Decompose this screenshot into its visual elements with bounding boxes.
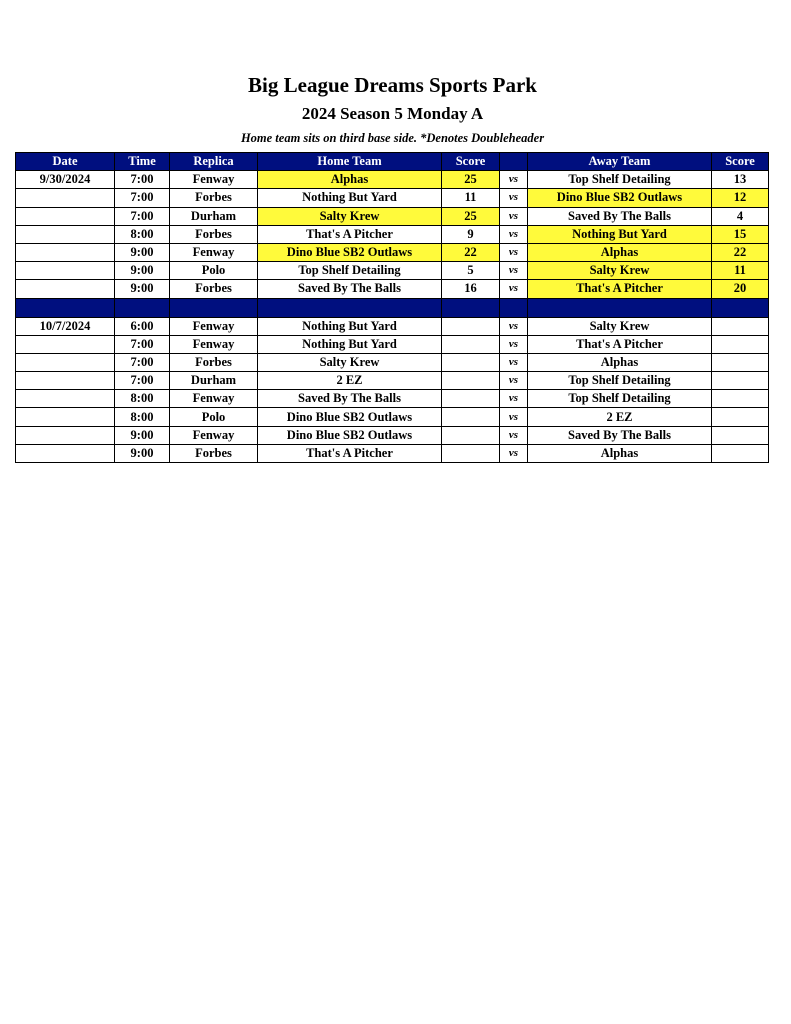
table-row (16, 444, 769, 462)
schedule-table (15, 152, 769, 463)
time-cell: 6:00 (115, 317, 170, 335)
home-team-cell: Nothing But Yard (258, 317, 442, 335)
home-score-cell: 25 (442, 171, 500, 189)
home-score-cell (442, 317, 500, 335)
table-row (16, 225, 769, 243)
separator-cell (115, 298, 170, 317)
page-subtitle: 2024 Season 5 Monday A (301, 104, 484, 123)
vs-cell: vs (500, 189, 528, 207)
away-team-cell: Alphas (528, 444, 712, 462)
home-team-cell: Saved By The Balls (258, 390, 442, 408)
time-cell: 7:00 (115, 335, 170, 353)
away-score-cell (712, 317, 769, 335)
time-cell: 8:00 (115, 225, 170, 243)
home-team-cell: Nothing But Yard (258, 189, 442, 207)
column-header-away-score: Score (712, 153, 769, 171)
replica-cell: Durham (170, 207, 258, 225)
away-score-cell: 15 (712, 225, 769, 243)
date-cell (16, 426, 115, 444)
date-cell (16, 207, 115, 225)
away-team-cell: Alphas (528, 353, 712, 371)
replica-cell: Fenway (170, 243, 258, 261)
table-row (16, 317, 769, 335)
date-cell (16, 390, 115, 408)
away-team-cell: Saved By The Balls (528, 207, 712, 225)
column-header-date: Date (16, 153, 115, 171)
home-team-cell: Dino Blue SB2 Outlaws (258, 426, 442, 444)
away-score-cell (712, 372, 769, 390)
vs-cell: vs (500, 426, 528, 444)
date-cell (16, 372, 115, 390)
time-cell: 7:00 (115, 372, 170, 390)
away-score-cell (712, 390, 769, 408)
away-score-cell: 13 (712, 171, 769, 189)
date-cell (16, 335, 115, 353)
home-team-cell: That's A Pitcher (258, 225, 442, 243)
separator-cell (16, 298, 115, 317)
home-score-cell (442, 444, 500, 462)
table-row (16, 426, 769, 444)
column-header-home-score: Score (442, 153, 500, 171)
home-score-cell: 16 (442, 280, 500, 298)
replica-cell: Fenway (170, 335, 258, 353)
separator-cell (528, 298, 712, 317)
separator-cell (442, 298, 500, 317)
table-row (16, 189, 769, 207)
replica-cell: Forbes (170, 225, 258, 243)
replica-cell: Fenway (170, 317, 258, 335)
time-cell: 8:00 (115, 408, 170, 426)
time-cell: 9:00 (115, 280, 170, 298)
vs-cell: vs (500, 372, 528, 390)
date-cell (16, 280, 115, 298)
date-cell: 10/7/2024 (16, 317, 115, 335)
table-row (16, 280, 769, 298)
away-score-cell: 20 (712, 280, 769, 298)
home-score-cell (442, 335, 500, 353)
home-team-cell: Saved By The Balls (258, 280, 442, 298)
away-team-cell: Top Shelf Detailing (528, 390, 712, 408)
vs-cell: vs (500, 207, 528, 225)
vs-cell: vs (500, 225, 528, 243)
replica-cell: Polo (170, 408, 258, 426)
away-score-cell: 11 (712, 262, 769, 280)
column-header-time: Time (115, 153, 170, 171)
date-cell (16, 243, 115, 261)
vs-cell: vs (500, 243, 528, 261)
home-score-cell: 22 (442, 243, 500, 261)
replica-cell: Forbes (170, 353, 258, 371)
away-team-cell: That's A Pitcher (528, 280, 712, 298)
table-row (16, 243, 769, 261)
separator-cell (500, 298, 528, 317)
schedule-note: Home team sits on third base side. *Denotes Doubleheader (240, 131, 545, 145)
away-team-cell: Salty Krew (528, 262, 712, 280)
home-team-cell: Salty Krew (258, 353, 442, 371)
time-cell: 9:00 (115, 444, 170, 462)
away-team-cell: 2 EZ (528, 408, 712, 426)
vs-cell: vs (500, 390, 528, 408)
away-team-cell: Nothing But Yard (528, 225, 712, 243)
vs-cell: vs (500, 444, 528, 462)
page-title: Big League Dreams Sports Park (248, 73, 537, 97)
away-score-cell: 12 (712, 189, 769, 207)
table-row (16, 353, 769, 371)
home-team-cell: Salty Krew (258, 207, 442, 225)
away-team-cell: Dino Blue SB2 Outlaws (528, 189, 712, 207)
replica-cell: Fenway (170, 426, 258, 444)
time-cell: 9:00 (115, 262, 170, 280)
away-team-cell: Alphas (528, 243, 712, 261)
home-score-cell: 11 (442, 189, 500, 207)
column-header-replica: Replica (170, 153, 258, 171)
away-score-cell (712, 444, 769, 462)
time-cell: 7:00 (115, 171, 170, 189)
home-score-cell (442, 390, 500, 408)
time-cell: 9:00 (115, 426, 170, 444)
home-team-cell: Dino Blue SB2 Outlaws (258, 408, 442, 426)
separator-cell (712, 298, 769, 317)
home-score-cell: 25 (442, 207, 500, 225)
table-row (16, 207, 769, 225)
replica-cell: Durham (170, 372, 258, 390)
away-score-cell (712, 408, 769, 426)
table-row (16, 390, 769, 408)
date-cell (16, 408, 115, 426)
away-score-cell (712, 426, 769, 444)
vs-cell: vs (500, 353, 528, 371)
week-separator-row (16, 298, 769, 317)
date-cell (16, 353, 115, 371)
home-team-cell: That's A Pitcher (258, 444, 442, 462)
replica-cell: Forbes (170, 189, 258, 207)
table-header-row (16, 153, 769, 171)
time-cell: 9:00 (115, 243, 170, 261)
date-cell: 9/30/2024 (16, 171, 115, 189)
home-score-cell (442, 353, 500, 371)
table-row (16, 335, 769, 353)
home-score-cell (442, 408, 500, 426)
time-cell: 7:00 (115, 207, 170, 225)
away-score-cell: 4 (712, 207, 769, 225)
replica-cell: Polo (170, 262, 258, 280)
replica-cell: Forbes (170, 444, 258, 462)
away-score-cell (712, 335, 769, 353)
table-row (16, 372, 769, 390)
home-score-cell (442, 426, 500, 444)
home-score-cell: 5 (442, 262, 500, 280)
table-row (16, 408, 769, 426)
home-score-cell (442, 372, 500, 390)
column-header-vs (500, 153, 528, 171)
schedule-body (16, 171, 769, 463)
table-row (16, 171, 769, 189)
vs-cell: vs (500, 171, 528, 189)
time-cell: 7:00 (115, 353, 170, 371)
replica-cell: Fenway (170, 390, 258, 408)
replica-cell: Fenway (170, 171, 258, 189)
date-cell (16, 225, 115, 243)
date-cell (16, 262, 115, 280)
home-score-cell: 9 (442, 225, 500, 243)
time-cell: 8:00 (115, 390, 170, 408)
vs-cell: vs (500, 262, 528, 280)
away-team-cell: Saved By The Balls (528, 426, 712, 444)
vs-cell: vs (500, 280, 528, 298)
home-team-cell: 2 EZ (258, 372, 442, 390)
column-header-away-team: Away Team (528, 153, 712, 171)
away-team-cell: Salty Krew (528, 317, 712, 335)
replica-cell: Forbes (170, 280, 258, 298)
vs-cell: vs (500, 335, 528, 353)
home-team-cell: Top Shelf Detailing (258, 262, 442, 280)
home-team-cell: Alphas (258, 171, 442, 189)
time-cell: 7:00 (115, 189, 170, 207)
separator-cell (258, 298, 442, 317)
vs-cell: vs (500, 408, 528, 426)
table-row (16, 262, 769, 280)
away-score-cell (712, 353, 769, 371)
separator-cell (170, 298, 258, 317)
away-team-cell: Top Shelf Detailing (528, 372, 712, 390)
home-team-cell: Nothing But Yard (258, 335, 442, 353)
vs-cell: vs (500, 317, 528, 335)
home-team-cell: Dino Blue SB2 Outlaws (258, 243, 442, 261)
date-cell (16, 444, 115, 462)
date-cell (16, 189, 115, 207)
away-team-cell: Top Shelf Detailing (528, 171, 712, 189)
column-header-home-team: Home Team (258, 153, 442, 171)
away-score-cell: 22 (712, 243, 769, 261)
away-team-cell: That's A Pitcher (528, 335, 712, 353)
